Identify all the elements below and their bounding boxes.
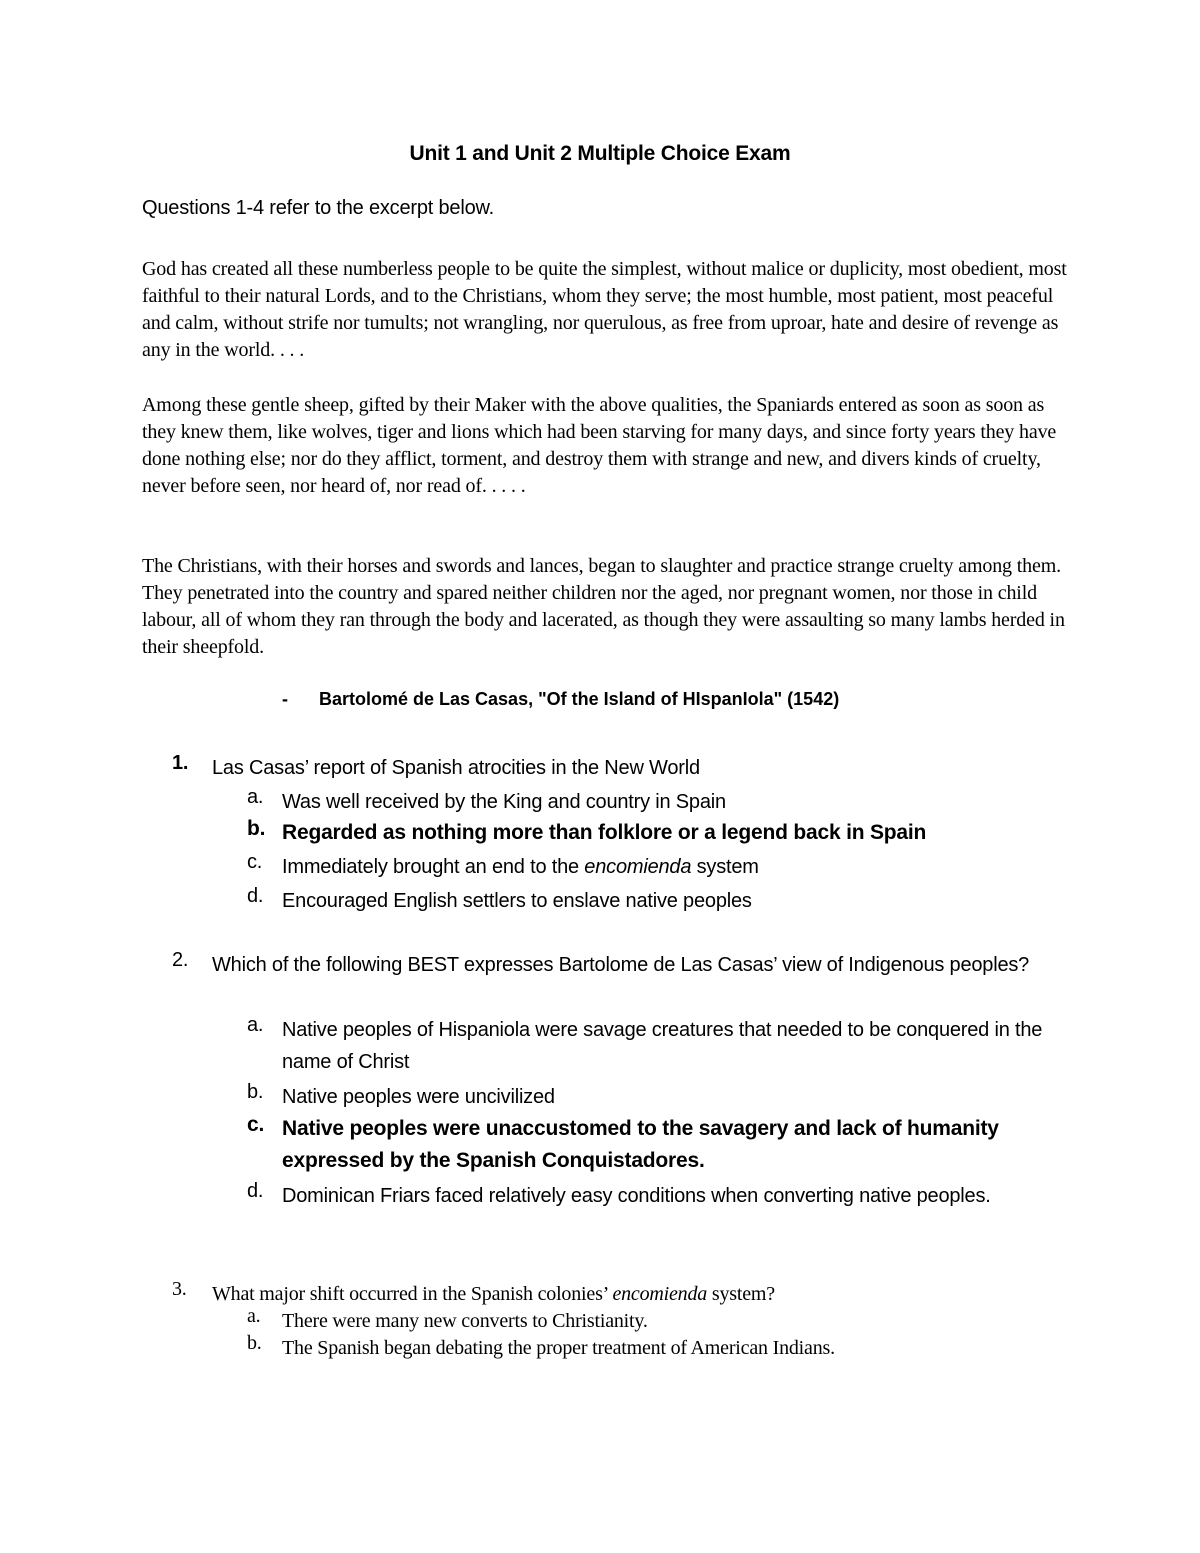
option-letter: b. — [247, 817, 266, 840]
question-text: What major shift occurred in the Spanish colonies’ encomienda system? — [212, 1283, 775, 1305]
option-emphasis: encomienda — [584, 856, 692, 878]
option-text: Native peoples of Hispaniola were savage creatures that needed to be conquered in the name of Christ — [282, 1019, 1043, 1073]
option-letter: d. — [247, 1180, 264, 1202]
questions-intro: Questions 1-4 refer to the excerpt below. — [142, 197, 494, 219]
option-letter: a. — [247, 1305, 261, 1327]
question-text: Which of the following BEST expresses Bartolome de Las Casas’ view of Indigenous peoples? — [212, 954, 1030, 976]
question-text: Las Casas’ report of Spanish atrocities in the New World — [212, 757, 700, 779]
option-text: There were many new converts to Christianity. — [282, 1310, 648, 1332]
option-text: Immediately brought an end to the encomienda system — [282, 856, 759, 878]
question-number: 2. — [172, 949, 189, 971]
question-number: 1. — [172, 752, 189, 774]
option-text: Native peoples were uncivilized — [282, 1086, 555, 1108]
question-number: 3. — [172, 1278, 187, 1300]
option-letter: d. — [247, 885, 264, 907]
excerpt-paragraph-1: God has created all these numberless people to be quite the simplest, without malice or duplicity, most obedient, most faithful to their natural Lords, and to the Christians, whom they serve; the most humble, most patient, most peaceful and calm, without strife nor tumults; not wrangling, nor querulous, as free from uproar, hate and desire of revenge as any in the world. . . . — [142, 258, 1067, 361]
excerpt-citation — [282, 689, 839, 710]
page-title: Unit 1 and Unit 2 Multiple Choice Exam — [409, 142, 791, 165]
option-text: The Spanish began debating the proper treatment of American Indians. — [282, 1337, 835, 1359]
option-text: Encouraged English settlers to enslave native peoples — [282, 890, 752, 912]
excerpt-paragraph-2: Among these gentle sheep, gifted by their Maker with the above qualities, the Spaniards entered as soon as soon as they knew them, like wolves, tiger and lions which had been starving for many days, and since forty years they have done nothing else; nor do they afflict, torment, and destroy them with strange and new, and divers kinds of cruelty, never before seen, nor heard of, nor read of. . . . . — [142, 394, 1057, 497]
option-text: Was well received by the King and country in Spain — [282, 791, 726, 813]
citation-dash: - — [282, 689, 288, 709]
option-letter: a. — [247, 786, 264, 808]
option-letter: b. — [247, 1332, 262, 1354]
option-letter: c. — [247, 1113, 265, 1136]
option-text: Regarded as nothing more than folklore or a legend back in Spain — [282, 821, 927, 844]
option-letter: c. — [247, 851, 263, 873]
option-text: Dominican Friars faced relatively easy conditions when converting native peoples. — [282, 1185, 991, 1207]
citation-text: Bartolomé de Las Casas, "Of the Island of HIspanIola" (1542) — [319, 689, 840, 709]
option-letter: b. — [247, 1081, 264, 1103]
option-letter: a. — [247, 1014, 264, 1036]
question-emphasis: encomienda — [612, 1283, 708, 1305]
option-text: Native peoples were unaccustomed to the savagery and lack of humanity expressed by the Spanish Conquistadores. — [282, 1117, 999, 1172]
excerpt-paragraph-3: The Christians, with their horses and swords and lances, began to slaughter and practice strange cruelty among them. They penetrated into the country and spared neither children nor the aged, nor pregnant women, nor those in child labour, all of whom they ran through the body and lacerated, as though they were assaulting so many lambs herded in their sheepfold. — [142, 555, 1065, 658]
